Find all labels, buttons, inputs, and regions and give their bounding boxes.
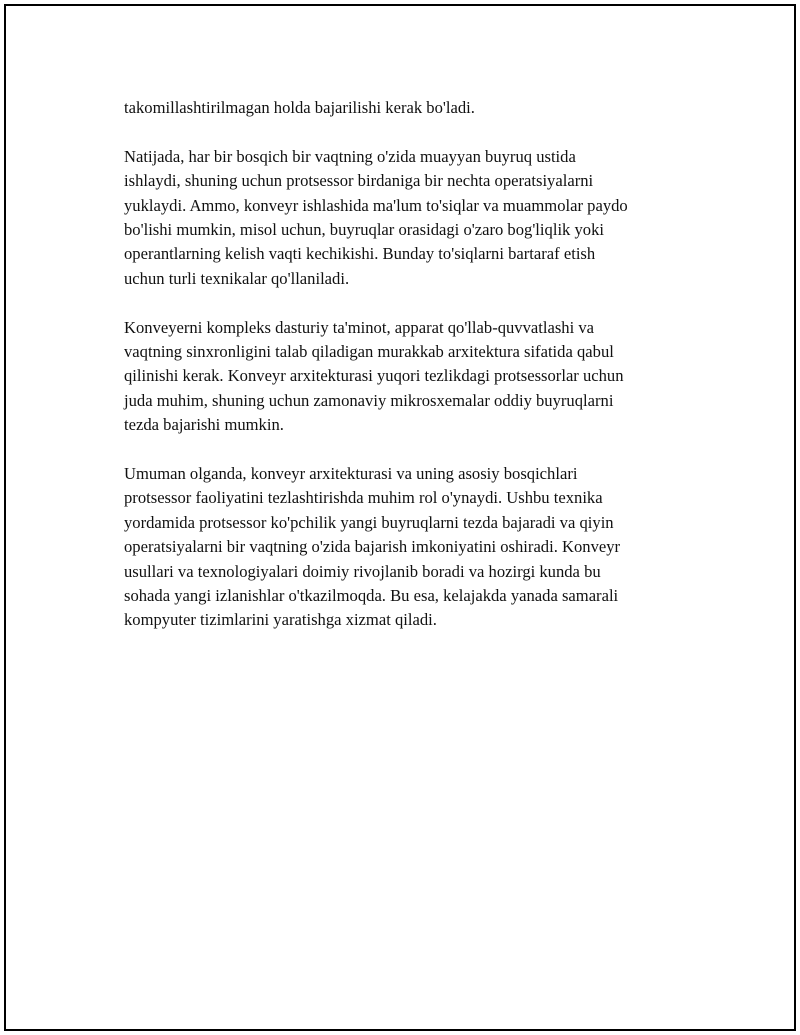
text-line: qilinishi kerak. Konveyr arxitekturasi yuqori tezlikdagi protsessorlar uchun xyxy=(124,366,624,386)
text-line: takomillashtirilmagan holda bajarilishi kerak bo'ladi. xyxy=(124,98,475,117)
text-line: yuklaydi. Ammo, konveyr ishlashida ma'lum to'siqlar va muammolar paydo xyxy=(124,195,628,215)
paragraph-1 xyxy=(124,96,694,120)
text-line: operantlarning kelish vaqti kechikishi. Bunday to'siqlarni bartaraf etish xyxy=(124,244,596,264)
text-line: protsessor faoliyatini tezlashtirishda muhim rol o'ynaydi. Ushbu texnika xyxy=(124,488,603,508)
document-body xyxy=(124,96,694,657)
page-frame xyxy=(4,4,796,1031)
text-line: usullari va texnologiyalari doimiy rivojlanib boradi va hozirgi kunda bu xyxy=(124,561,601,581)
text-line: sohada yangi izlanishlar o'tkazilmoqda. Bu esa, kelajakda yanada samarali xyxy=(124,586,619,606)
text-line: tezda bajarishi mumkin. xyxy=(124,415,284,435)
paragraph-4 xyxy=(124,462,694,633)
text-line: kompyuter tizimlarini yaratishga xizmat qiladi. xyxy=(124,610,437,630)
text-line: vaqtning sinxronligini talab qiladigan murakkab arxitektura sifatida qabul xyxy=(124,342,614,362)
text-line: juda muhim, shuning uchun zamonaviy mikrosxemalar oddiy buyruqlarni xyxy=(124,390,614,410)
text-line: Konveyerni kompleks dasturiy ta'minot, apparat qo'llab-quvvatlashi va xyxy=(124,317,595,337)
text-line: uchun turli texnikalar qo'llaniladi. xyxy=(124,268,350,288)
text-line: ishlaydi, shuning uchun protsessor birdaniga bir nechta operatsiyalarni xyxy=(124,171,594,191)
text-line: Umuman olganda, konveyr arxitekturasi va uning asosiy bosqichlari xyxy=(124,464,578,484)
text-line: operatsiyalarni bir vaqtning o'zida bajarish imkoniyatini oshiradi. Konveyr xyxy=(124,537,621,557)
text-line: yordamida protsessor ko'pchilik yangi buyruqlarni tezda bajaradi va qiyin xyxy=(124,512,614,532)
paragraph-3 xyxy=(124,316,694,438)
text-line: bo'lishi mumkin, misol uchun, buyruqlar orasidagi o'zaro bog'liqlik yoki xyxy=(124,220,604,240)
paragraph-2 xyxy=(124,145,694,291)
text-line: Natijada, har bir bosqich bir vaqtning o'zida muayyan buyruq ustida xyxy=(124,146,576,166)
